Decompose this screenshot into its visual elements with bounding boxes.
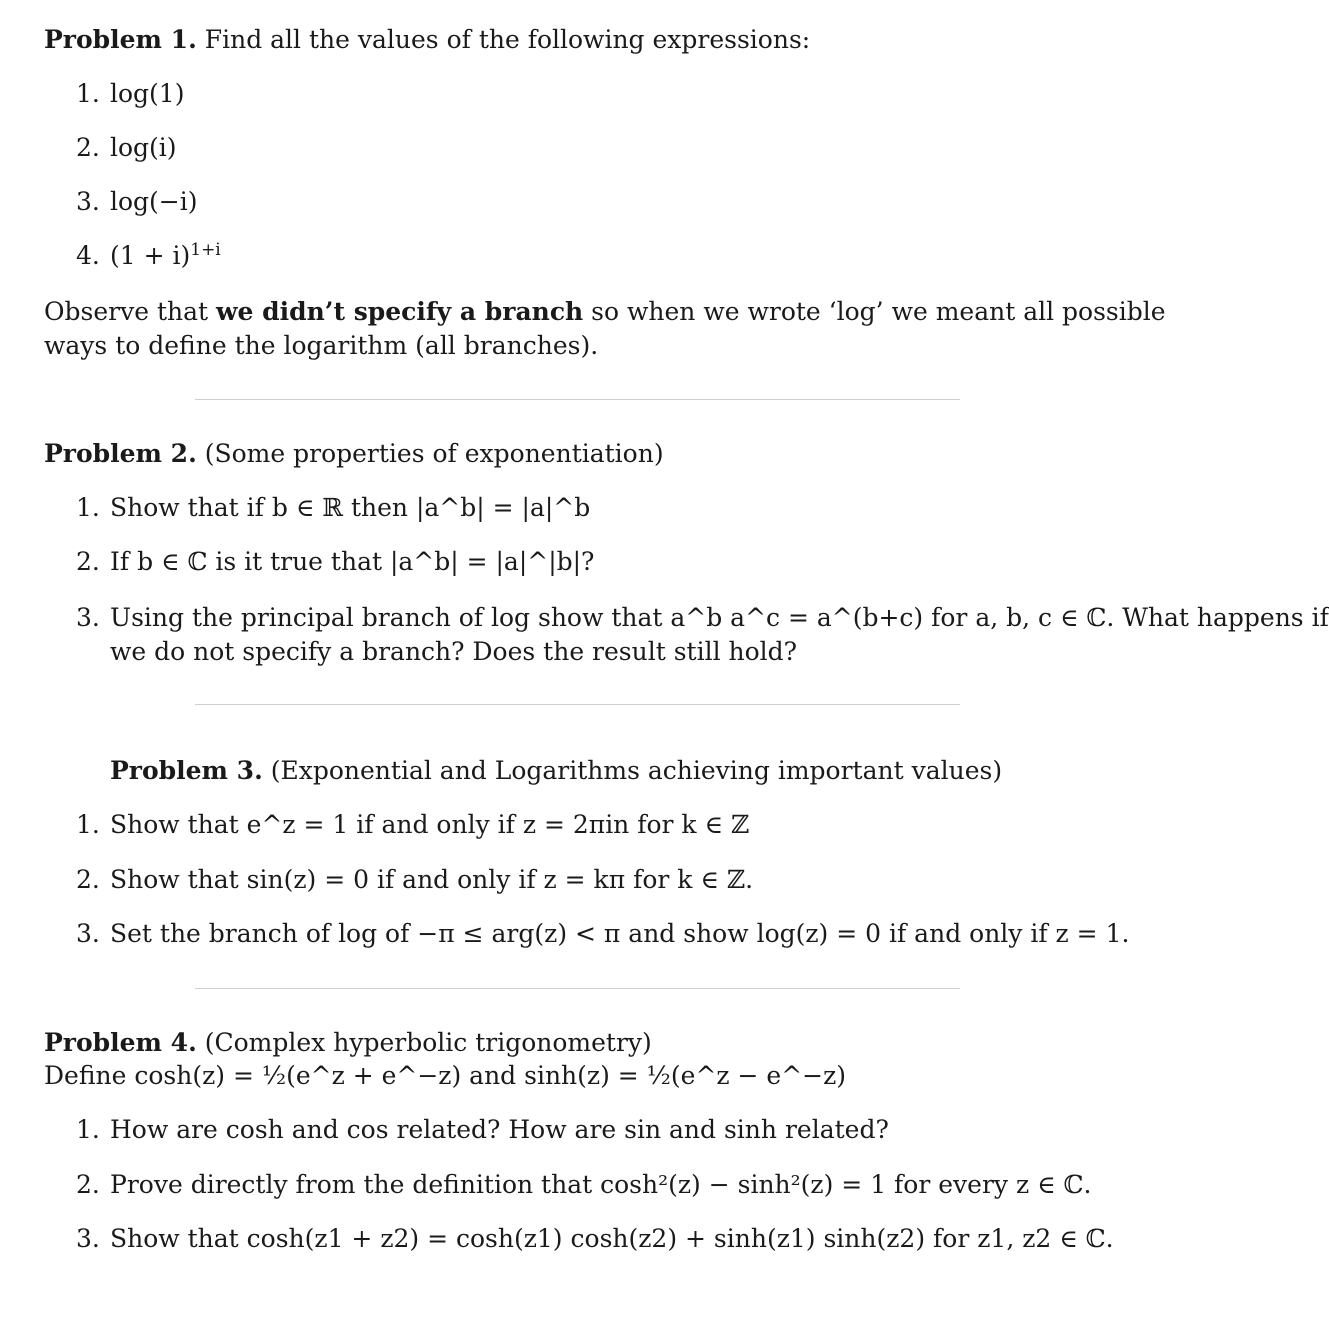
item-number: 1.	[76, 1115, 100, 1144]
item-number: 1.	[76, 79, 100, 108]
problem-4-text: (Complex hyperbolic trigonometry)	[204, 1028, 652, 1057]
item-number: 3.	[76, 187, 100, 216]
item-number: 3.	[76, 603, 100, 632]
item-number: 2.	[76, 1170, 100, 1199]
problem-3-label: Problem 3.	[110, 756, 263, 785]
problem-3-item-3	[76, 918, 1129, 950]
item-expression: log(−i)	[110, 187, 198, 216]
problem-2-text: (Some properties of exponentiation)	[204, 439, 664, 468]
problem-1-item-3	[76, 186, 198, 218]
problem-1-text: Find all the values of the following expressions:	[204, 25, 811, 54]
problem-2-item-3	[76, 602, 1329, 634]
problem-1-heading	[44, 24, 810, 56]
problem-4-definition: Define cosh(z) = ½(e^z + e^−z) and sinh(z) = ½(e^z − e^−z)	[44, 1061, 847, 1090]
problem-4-item-1	[76, 1114, 889, 1146]
problem-3-item-2	[76, 864, 753, 896]
item-text: Using the principal branch of log show that a^b a^c = a^(b+c) for a, b, c ∈ ℂ. What happens if	[110, 603, 1329, 632]
problem-1-label: Problem 1.	[44, 25, 197, 54]
item-text: Show that cosh(z1 + z2) = cosh(z1) cosh(z2) + sinh(z1) sinh(z2) for z1, z2 ∈ ℂ.	[110, 1224, 1114, 1253]
item-text: Set the branch of log of −π ≤ arg(z) < π and show log(z) = 0 if and only if z = 1.	[110, 919, 1130, 948]
item-text: Prove directly from the definition that cosh²(z) − sinh²(z) = 1 for every z ∈ ℂ.	[110, 1170, 1092, 1199]
problem-1-item-2	[76, 132, 177, 164]
problem-1-note-line-1	[44, 296, 1166, 328]
problem-4-heading	[44, 1027, 652, 1059]
problem-3-text: (Exponential and Logarithms achieving important values)	[270, 756, 1003, 785]
item-number: 2.	[76, 865, 100, 894]
item-exponent: 1+i	[190, 240, 221, 260]
problem-3-item-1	[76, 809, 749, 841]
item-expression: log(i)	[110, 133, 177, 162]
item-expression: log(1)	[110, 79, 185, 108]
note-text: so when we wrote ‘log’ we meant all possible	[591, 297, 1166, 326]
section-divider	[195, 988, 960, 989]
problem-2-label: Problem 2.	[44, 439, 197, 468]
problem-1-note-line-2: ways to define the logarithm (all branches).	[44, 331, 599, 360]
item-number: 3.	[76, 1224, 100, 1253]
item-text: Show that e^z = 1 if and only if z = 2πin for k ∈ ℤ	[110, 810, 750, 839]
item-text: If b ∈ ℂ is it true that |a^b| = |a|^|b|?	[110, 547, 595, 576]
item-number: 1.	[76, 810, 100, 839]
item-number: 4.	[76, 241, 100, 270]
problem-2-heading	[44, 438, 664, 470]
problem-2-item-1	[76, 492, 590, 524]
note-text: Observe that	[44, 297, 209, 326]
item-text: Show that sin(z) = 0 if and only if z = kπ for k ∈ ℤ.	[110, 865, 754, 894]
problem-1-item-4	[76, 240, 221, 272]
note-emphasis: we didn’t specify a branch	[216, 297, 584, 326]
problem-2-item-3-continued: we do not specify a branch? Does the result still hold?	[110, 637, 798, 666]
section-divider	[195, 704, 960, 705]
item-number: 3.	[76, 919, 100, 948]
problem-4-item-2	[76, 1169, 1091, 1201]
problem-3-heading	[110, 755, 1002, 787]
problem-4-label: Problem 4.	[44, 1028, 197, 1057]
problem-2-item-2	[76, 546, 594, 578]
item-text: Show that if b ∈ ℝ then |a^b| = |a|^b	[110, 493, 591, 522]
item-text: How are cosh and cos related? How are sin and sinh related?	[110, 1115, 889, 1144]
problem-4-item-3	[76, 1223, 1114, 1255]
item-expression: (1 + i)	[110, 241, 191, 270]
section-divider	[195, 399, 960, 400]
item-number: 2.	[76, 133, 100, 162]
item-number: 2.	[76, 547, 100, 576]
item-number: 1.	[76, 493, 100, 522]
problem-1-item-1	[76, 78, 184, 110]
